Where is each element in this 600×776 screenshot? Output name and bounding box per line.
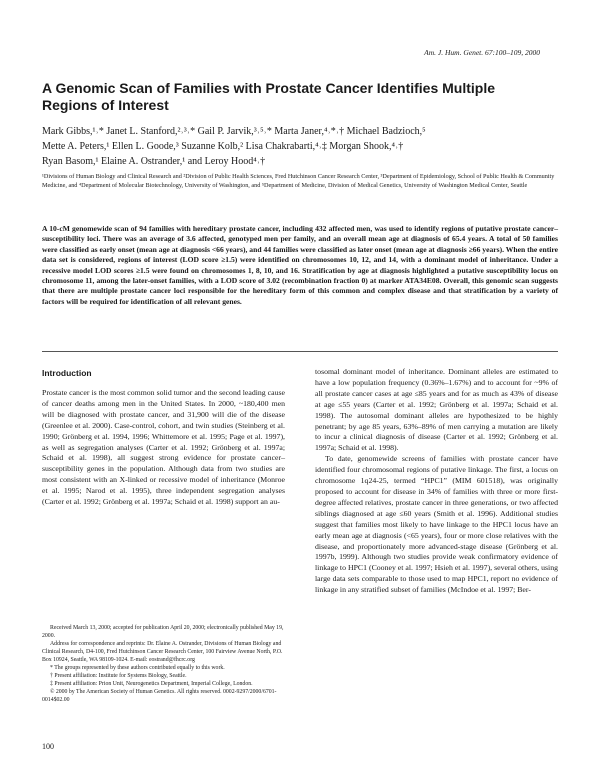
footnote-equal-contribution: * The groups represented by these authors contributed equally to this work.: [50, 665, 225, 671]
footnote-copyright: © 2000 by The American Society of Human Genetics. All rights reserved. 0002-9297/2000/6701-0014$02.00: [42, 689, 277, 703]
left-column: [42, 368, 285, 508]
body-paragraph: tosomal dominant model of inheritance. Dominant alleles are estimated to have a low population frequency (0.36%–1.67%) and to account for ~9% of all prostate cancer cases at age ≤85 years and for as much as 43% of disease at age ≤55 years (Carter et al. 1992; Grönberg et al. 1997a; Schaid et al. 1998). The autosomal dominant alleles are hypothesized to be highly penetrant; by age 85 years, 63%–89% of men carrying a mutation are likely to incur a clinical diagnosis of disease (Carter et al. 1992; Grönberg et al. 1997a; Schaid et al. 1998).: [315, 367, 558, 453]
author-list: [42, 124, 552, 169]
affiliations: ¹Divisions of Human Biology and Clinical Research and ²Division of Public Health Sciences, Fred Hutchinson Cancer Research Center, ³Department of Epidemiology, School of Public Health & Community Medicine, and ⁴Department of Molecular Biotechnology, University of Washington, and ⁵Department of Medicine, Division of Medical Genetics, University of Washington Medical Center, Seattle: [42, 173, 555, 189]
author-line: Mette A. Peters,¹ Ellen L. Goode,³ Suzanne Kolb,² Lisa Chakrabarti,⁴˒‡ Morgan Shook,⁴˒†: [42, 141, 404, 152]
page-number: 100: [42, 742, 54, 751]
section-heading: Introduction: [42, 368, 92, 378]
journal-reference: Am. J. Hum. Genet. 67:100–109, 2000: [424, 48, 540, 57]
author-line: Ryan Basom,¹ Elaine A. Ostrander,¹ and Leroy Hood⁴˒†: [42, 156, 266, 167]
article-title: A Genomic Scan of Families with Prostate Cancer Identifies Multiple Regions of Interest: [42, 80, 496, 113]
body-paragraph: Prostate cancer is the most common solid tumor and the second leading cause of cancer deaths among men in the United States. In 2000, ~180,400 men will be diagnosed with prostate cancer, and 31,900 will die of the disease (Greenlee et al. 2000). Case-control, cohort, and twin studies (Steinberg et al. 1990; Grönberg et al. 1994, 1996; Whittemore et al. 1995; Page et al. 1997), as well as segregation analyses (Carter et al. 1992; Grönberg et al. 1997a; Schaid et al. 1998), all suggest strong evidence for prostate cancer–susceptibility genes in the population. Although data from two studies are most consistent with an X-linked or recessive model of inheritance (Monroe et al. 1995; Narod et al. 1995), three independent segregation analyses (Carter et al. 1992; Grönberg et al. 1997a; Schaid et al. 1998) support an au-: [42, 388, 285, 507]
footnote-correspondence: Address for correspondence and reprints: Dr. Elaine A. Ostrander, Divisions of Human Biology and Clinical Research, D4-100, Fred Hutchinson Cancer Research Center, 100 Fairview Avenue North, P.O. Box 10924, Seattle, WA 98109-1024. E-mail: eostrand@fhcrc.org: [42, 641, 283, 663]
body-paragraph: To date, genomewide screens of families with prostate cancer have identified four chromosomal regions of putative linkage. The first, a locus on chromosome 1q24-25, termed “HPC1” (MIM 601518), was originally proposed to account for disease in 34% of families with three or more first-degree affected relatives, prostate cancer in three generations, or two affected siblings diagnosed at age ≤60 years (Smith et al. 1996). Additional studies suggest that families most likely to have linkage to the HPC1 locus have an early mean age at diagnosis (<65 years), four or more close relatives with the disease, and proportionately more advanced-stage disease (Grönberg et al. 1997b, 1999). Although two studies provide weak confirmatory evidence of linkage to HPC1 (Cooney et al. 1997; Hsieh et al. 1997), several others, using large data sets comparable to those used to map HPC1, report no evidence of linkage in any stratified subset of families (McIndoe et al. 1997; Ber-: [315, 454, 558, 595]
right-column: [315, 367, 558, 596]
footnotes: [42, 624, 285, 704]
footnote-present-affiliation: ‡ Present affiliation: Prion Unit, Neurogenetics Department, Imperial College, London.: [50, 681, 253, 687]
section-divider: [42, 351, 558, 352]
footnote-present-affiliation: † Present affiliation: Institute for Systems Biology, Seattle.: [50, 673, 187, 679]
footnote-received: Received March 13, 2000; accepted for publication April 20, 2000; electronically published May 19, 2000.: [42, 625, 284, 639]
author-line: Mark Gibbs,¹˒* Janet L. Stanford,²˒³˒* Gail P. Jarvik,³˒⁵˒* Marta Janer,⁴˒*˒† Michael Badzioch,⁵: [42, 126, 426, 137]
abstract: A 10-cM genomewide scan of 94 families with hereditary prostate cancer, including 432 affected men, was used to identify regions of putative prostate cancer–susceptibility loci. There was an average of 3.6 affected, genotyped men per family, and an overall mean age at diagnosis of 65.4 years. A total of 50 families were classified as early onset (mean age at diagnosis <66 years), and 44 families were classified as later onset (mean age at diagnosis ≥66 years). When the entire data set is considered, regions of interest (LOD score ≥1.5) were identified on chromosomes 10, 12, and 14, with a dominant model of inheritance. Under a recessive model LOD scores ≥1.5 were found on chromosomes 1, 8, 10, and 16. Stratification by age at diagnosis highlighted a putative susceptibility locus on chromosome 11, among the later-onset families, with a LOD score of 3.02 (recombination fraction 0) at marker ATA34E08. Overall, this genomic scan suggests that there are multiple prostate cancer loci responsible for the hereditary form of this common and complex disease and that stratification by a variety of factors will be required for identification of all relevant genes.: [42, 224, 558, 306]
